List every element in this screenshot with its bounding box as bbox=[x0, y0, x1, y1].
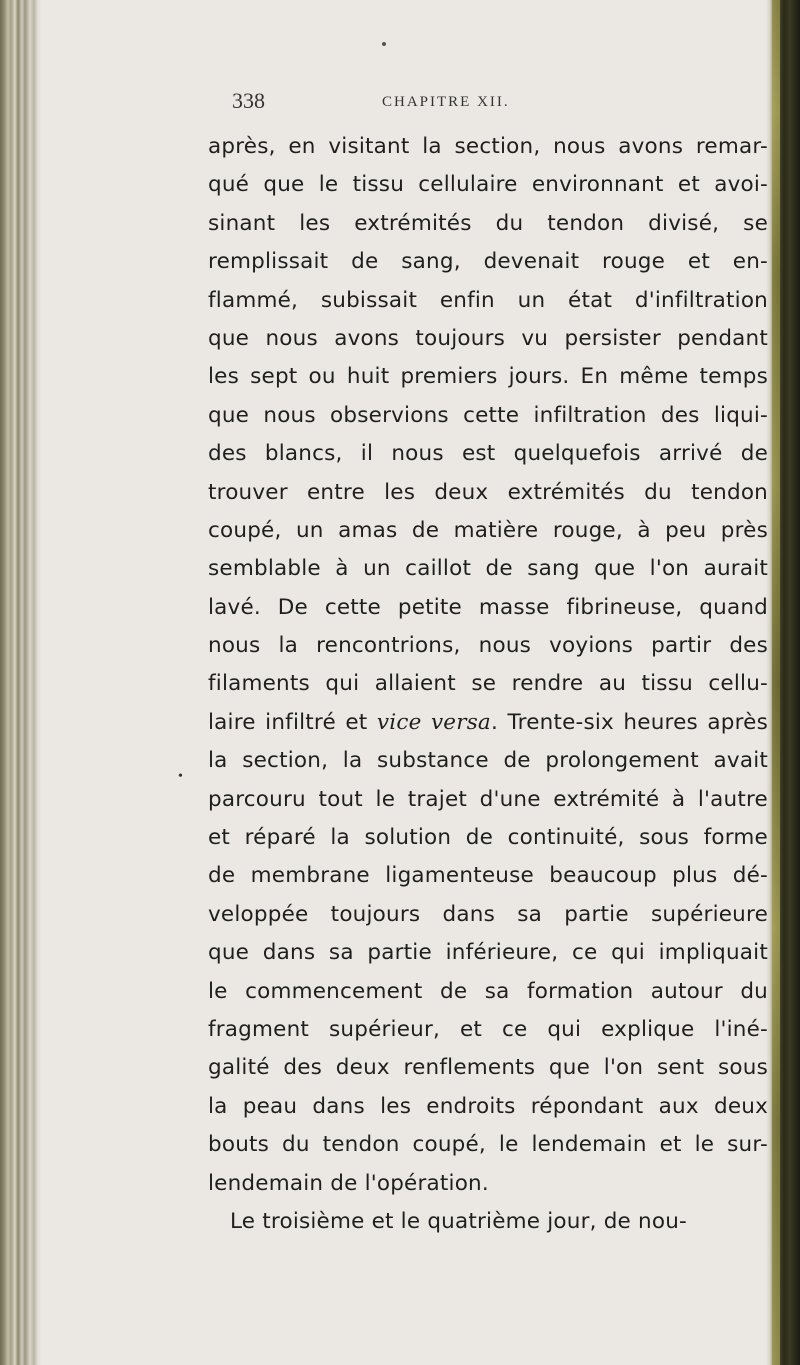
text-fragment: . Trente-six heures après bbox=[490, 709, 768, 735]
text-line: semblable à un caillot de sang que l'on aurait bbox=[208, 556, 768, 582]
margin-mark: • bbox=[178, 769, 183, 784]
text-line: la section, la substance de prolongement avait bbox=[208, 748, 768, 774]
paper-speck bbox=[382, 42, 386, 46]
text-line: remplissait de sang, devenait rouge et en- bbox=[208, 249, 768, 275]
text-line: flammé, subissait enfin un état d'infiltration bbox=[208, 287, 768, 313]
paragraph-start-line: Le troisième et le quatrième jour, de nou- bbox=[230, 1208, 687, 1234]
book-binding-edge bbox=[0, 0, 42, 1365]
text-line-with-italic bbox=[208, 704, 768, 742]
text-line: veloppée toujours dans sa partie supérieure bbox=[208, 901, 768, 927]
text-line: que dans sa partie inférieure, ce qui impliquait bbox=[208, 940, 768, 966]
text-line: coupé, un amas de matière rouge, à peu près bbox=[208, 517, 768, 543]
italic-phrase: vice versa bbox=[376, 709, 491, 735]
text-line: de membrane ligamenteuse beaucoup plus dé- bbox=[208, 863, 768, 889]
text-line: qué que le tissu cellulaire environnant et avoi- bbox=[208, 172, 768, 198]
running-head: CHAPITRE XII. bbox=[382, 94, 510, 110]
page-header bbox=[232, 86, 592, 120]
text-line: après, en visitant la section, nous avons remar- bbox=[208, 134, 768, 159]
text-line: que nous avons toujours vu persister pendant bbox=[208, 325, 768, 351]
text-line: bouts du tendon coupé, le lendemain et le sur- bbox=[208, 1132, 768, 1158]
text-line: la peau dans les endroits répondant aux deux bbox=[208, 1093, 768, 1119]
text-line: et réparé la solution de continuité, sous forme bbox=[208, 825, 768, 851]
text-fragment: laire infiltré et bbox=[208, 709, 377, 735]
text-line: fragment supérieur, et ce qui explique l'iné- bbox=[208, 1016, 768, 1042]
text-line: trouver entre les deux extrémités du tendon bbox=[208, 479, 768, 505]
text-line: des blancs, il nous est quelquefois arrivé de bbox=[208, 441, 768, 467]
gilt-edge-strip bbox=[772, 0, 780, 1365]
body-text bbox=[208, 128, 768, 1241]
paragraph-end-line: lendemain de l'opération. bbox=[208, 1170, 489, 1196]
text-line: les sept ou huit premiers jours. En même temps bbox=[208, 364, 768, 390]
page-number: 338 bbox=[232, 88, 265, 113]
text-line: que nous observions cette infiltration des liqui- bbox=[208, 402, 768, 428]
text-line: filaments qui allaient se rendre au tissu cellu- bbox=[208, 671, 768, 697]
text-line: parcouru tout le trajet d'une extrémité à l'autre bbox=[208, 786, 768, 812]
text-line: sinant les extrémités du tendon divisé, se bbox=[208, 210, 768, 236]
text-line: nous la rencontrions, nous voyions partir des bbox=[208, 633, 768, 659]
text-line: lavé. De cette petite masse fibrineuse, quand bbox=[208, 594, 768, 620]
text-line: galité des deux renflements que l'on sent sous bbox=[208, 1055, 768, 1081]
text-line: le commencement de sa formation autour du bbox=[208, 978, 768, 1004]
